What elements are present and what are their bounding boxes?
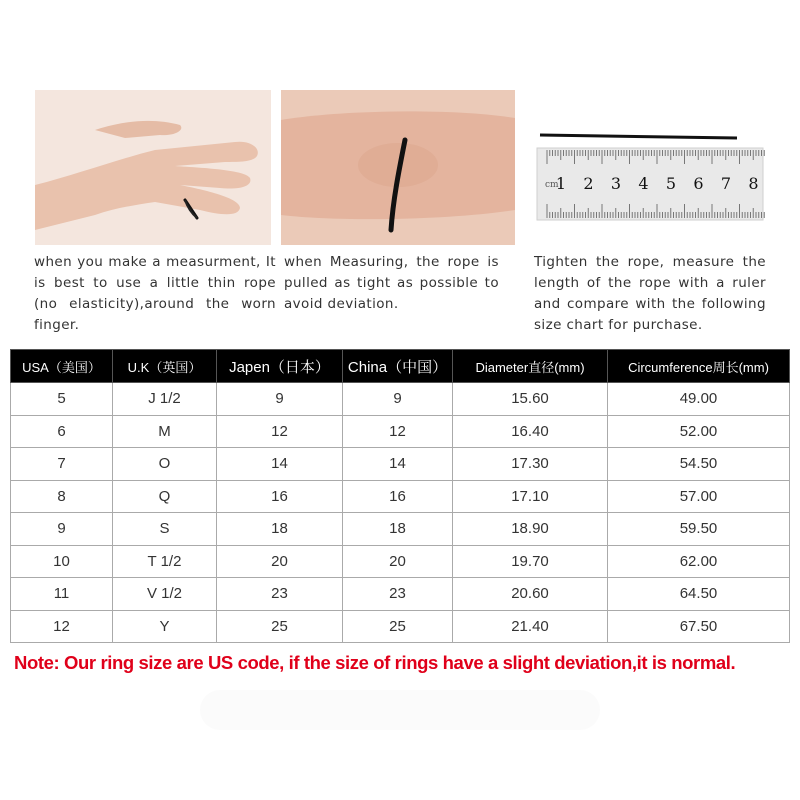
cell-china: 14 — [343, 448, 453, 481]
cell-circumference: 52.00 — [608, 415, 790, 448]
cell-circumference: 67.50 — [608, 610, 790, 643]
ruler-number: 4 — [638, 174, 649, 193]
hand-photo — [35, 90, 271, 245]
header-diameter: Diameter直径(mm) — [453, 350, 608, 383]
cell-uk: M — [113, 415, 217, 448]
cell-japan: 23 — [217, 578, 343, 611]
ruler-illustration — [525, 90, 765, 245]
table-row — [11, 545, 790, 578]
cell-uk: Y — [113, 610, 217, 643]
ring-size-table — [10, 349, 790, 643]
cell-uk: T 1/2 — [113, 545, 217, 578]
cell-usa: 5 — [11, 383, 113, 416]
cell-usa: 10 — [11, 545, 113, 578]
table-row — [11, 448, 790, 481]
cell-diameter: 19.70 — [453, 545, 608, 578]
cell-diameter: 16.40 — [453, 415, 608, 448]
cell-diameter: 20.60 — [453, 578, 608, 611]
cell-circumference: 57.00 — [608, 480, 790, 513]
ruler-number: 8 — [748, 174, 759, 193]
cell-usa: 12 — [11, 610, 113, 643]
cell-china: 23 — [343, 578, 453, 611]
ruler-unit-label: cm — [545, 180, 559, 190]
cell-japan: 25 — [217, 610, 343, 643]
cell-japan: 14 — [217, 448, 343, 481]
cell-china: 9 — [343, 383, 453, 416]
cell-china: 12 — [343, 415, 453, 448]
size-note: Note: Our ring size are US code, if the size of rings have a slight deviation,it is normal. — [14, 652, 736, 673]
ruler-number: 7 — [720, 174, 732, 193]
cell-diameter: 17.30 — [453, 448, 608, 481]
cell-circumference: 64.50 — [608, 578, 790, 611]
cell-uk: V 1/2 — [113, 578, 217, 611]
cell-uk: J 1/2 — [113, 383, 217, 416]
cell-japan: 18 — [217, 513, 343, 546]
header-uk: U.K（英国） — [113, 350, 217, 383]
table-row — [11, 610, 790, 643]
cell-diameter: 18.90 — [453, 513, 608, 546]
cell-diameter: 15.60 — [453, 383, 608, 416]
caption-tight-rope: when Measuring, the rope is pulled as tight as possible to avoid deviation. — [284, 254, 499, 312]
cell-japan: 20 — [217, 545, 343, 578]
cell-diameter: 17.10 — [453, 480, 608, 513]
cell-uk: S — [113, 513, 217, 546]
cell-china: 20 — [343, 545, 453, 578]
cell-usa: 11 — [11, 578, 113, 611]
cell-diameter: 21.40 — [453, 610, 608, 643]
table-row — [11, 513, 790, 546]
table-row — [11, 383, 790, 416]
ruler-number: 6 — [693, 174, 704, 193]
cell-usa: 7 — [11, 448, 113, 481]
cell-uk: Q — [113, 480, 217, 513]
header-japan: Japen（日本） — [217, 350, 343, 383]
cell-japan: 9 — [217, 383, 343, 416]
cell-circumference: 59.50 — [608, 513, 790, 546]
table-row — [11, 480, 790, 513]
table-row — [11, 415, 790, 448]
ruler-number: 3 — [610, 174, 622, 193]
ruler-number: 5 — [665, 174, 677, 193]
cell-circumference: 62.00 — [608, 545, 790, 578]
ruler-number: 1 — [555, 174, 567, 193]
cell-japan: 12 — [217, 415, 343, 448]
watermark-shape — [200, 690, 600, 730]
ruler-number: 2 — [583, 174, 594, 193]
cell-japan: 16 — [217, 480, 343, 513]
hand-illustration — [35, 90, 271, 245]
cell-circumference: 49.00 — [608, 383, 790, 416]
cell-circumference: 54.50 — [608, 448, 790, 481]
caption-measurement: when you make a measurment, It is best to use a little thin rope (no elasticity),around the worn finger. — [34, 254, 276, 333]
measuring-rope — [540, 135, 737, 138]
cell-usa: 9 — [11, 513, 113, 546]
ruler-photo — [525, 90, 765, 245]
finger-closeup-photo — [281, 90, 515, 245]
table-header-row — [11, 350, 790, 383]
finger-closeup-illustration — [281, 90, 515, 245]
header-circumference: Circumference周长(mm) — [608, 350, 790, 383]
cell-china: 16 — [343, 480, 453, 513]
cell-china: 18 — [343, 513, 453, 546]
caption-ruler: Tighten the rope, measure the length of the rope with a ruler and compare with the following size chart for purchase. — [534, 254, 766, 333]
cell-uk: O — [113, 448, 217, 481]
header-china: China（中国） — [343, 350, 453, 383]
table-row — [11, 578, 790, 611]
header-usa: USA（美国） — [11, 350, 113, 383]
cell-usa: 8 — [11, 480, 113, 513]
cell-usa: 6 — [11, 415, 113, 448]
cell-china: 25 — [343, 610, 453, 643]
